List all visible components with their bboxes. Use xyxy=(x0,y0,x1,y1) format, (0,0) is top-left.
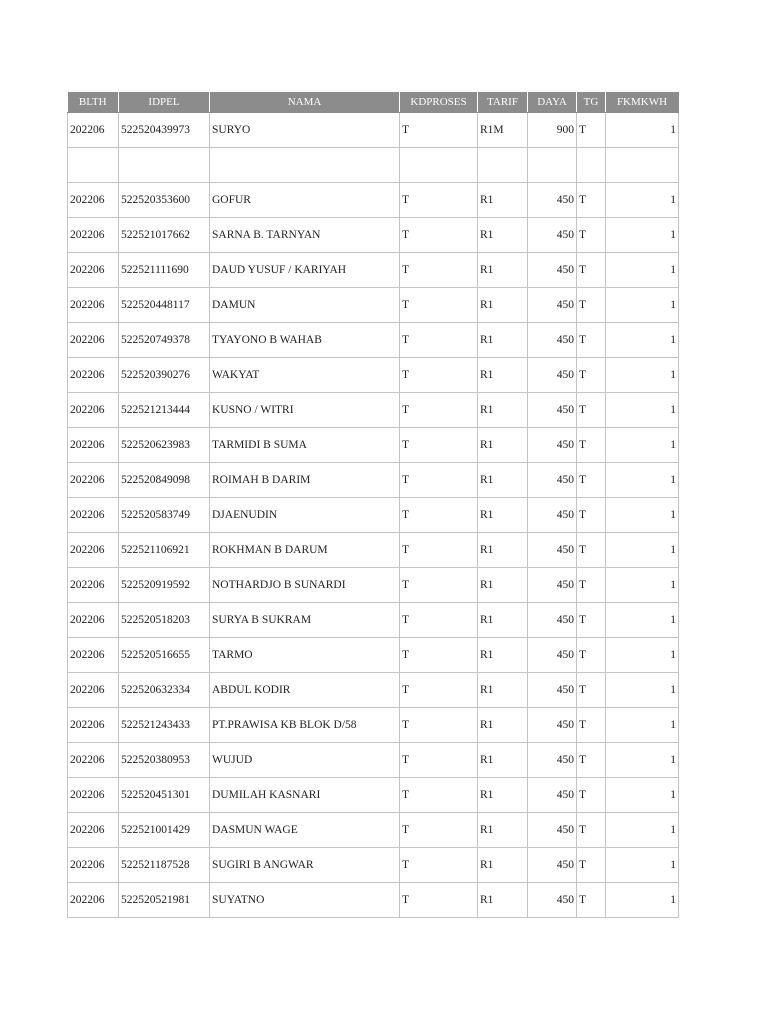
table-row xyxy=(68,393,679,428)
cell-idpel: 522521106921 xyxy=(119,533,210,568)
cell-blth: 202206 xyxy=(68,778,119,813)
cell-kdproses: T xyxy=(400,568,478,603)
cell-idpel: 522521017662 xyxy=(119,218,210,253)
table-row xyxy=(68,288,679,323)
cell-daya: 450 xyxy=(528,603,577,638)
cell-kdproses: T xyxy=(400,638,478,673)
cell-daya: 450 xyxy=(528,743,577,778)
cell-daya: 450 xyxy=(528,463,577,498)
cell-idpel: 522520749378 xyxy=(119,323,210,358)
cell-tg xyxy=(577,148,606,183)
table-row xyxy=(68,813,679,848)
cell-nama: SURYA B SUKRAM xyxy=(210,603,400,638)
cell-tarif: R1 xyxy=(478,813,528,848)
cell-nama: TYAYONO B WAHAB xyxy=(210,323,400,358)
table-row xyxy=(68,533,679,568)
column-header-blth: BLTH xyxy=(68,92,119,113)
table-row xyxy=(68,358,679,393)
cell-idpel: 522520516655 xyxy=(119,638,210,673)
cell-kdproses: T xyxy=(400,708,478,743)
cell-blth: 202206 xyxy=(68,603,119,638)
cell-fkmkwh: 1 xyxy=(606,113,679,148)
cell-daya: 450 xyxy=(528,883,577,918)
cell-daya: 450 xyxy=(528,358,577,393)
cell-nama: SUYATNO xyxy=(210,883,400,918)
cell-tg: T xyxy=(577,708,606,743)
cell-blth: 202206 xyxy=(68,218,119,253)
cell-nama: ROIMAH B DARIM xyxy=(210,463,400,498)
cell-tarif: R1 xyxy=(478,848,528,883)
cell-blth: 202206 xyxy=(68,358,119,393)
cell-tg: T xyxy=(577,603,606,638)
cell-blth: 202206 xyxy=(68,813,119,848)
cell-tg: T xyxy=(577,218,606,253)
cell-tarif: R1 xyxy=(478,218,528,253)
cell-blth: 202206 xyxy=(68,498,119,533)
cell-fkmkwh: 1 xyxy=(606,358,679,393)
cell-tarif: R1 xyxy=(478,743,528,778)
cell-idpel: 522520451301 xyxy=(119,778,210,813)
cell-idpel: 522520380953 xyxy=(119,743,210,778)
cell-kdproses: T xyxy=(400,498,478,533)
cell-nama xyxy=(210,148,400,183)
cell-fkmkwh: 1 xyxy=(606,393,679,428)
column-header-fkmkwh: FKMKWH xyxy=(606,92,679,113)
cell-tarif: R1 xyxy=(478,288,528,323)
cell-kdproses: T xyxy=(400,848,478,883)
cell-fkmkwh: 1 xyxy=(606,743,679,778)
cell-nama: WUJUD xyxy=(210,743,400,778)
cell-nama: SUGIRI B ANGWAR xyxy=(210,848,400,883)
cell-daya: 450 xyxy=(528,218,577,253)
table-row xyxy=(68,183,679,218)
cell-nama: GOFUR xyxy=(210,183,400,218)
cell-kdproses: T xyxy=(400,673,478,708)
table-row xyxy=(68,463,679,498)
table-row xyxy=(68,148,679,183)
customer-table xyxy=(67,92,679,918)
cell-daya: 450 xyxy=(528,183,577,218)
cell-tarif: R1 xyxy=(478,708,528,743)
cell-daya: 450 xyxy=(528,428,577,463)
cell-daya: 450 xyxy=(528,638,577,673)
cell-kdproses: T xyxy=(400,813,478,848)
cell-tg: T xyxy=(577,568,606,603)
cell-tarif: R1 xyxy=(478,183,528,218)
cell-kdproses: T xyxy=(400,253,478,288)
cell-daya: 450 xyxy=(528,323,577,358)
cell-daya: 450 xyxy=(528,288,577,323)
cell-fkmkwh: 1 xyxy=(606,253,679,288)
cell-kdproses: T xyxy=(400,533,478,568)
cell-daya: 450 xyxy=(528,568,577,603)
cell-kdproses: T xyxy=(400,288,478,323)
cell-tarif: R1 xyxy=(478,463,528,498)
column-header-tarif: TARIF xyxy=(478,92,528,113)
cell-daya: 450 xyxy=(528,253,577,288)
cell-kdproses: T xyxy=(400,428,478,463)
cell-kdproses: T xyxy=(400,113,478,148)
cell-blth: 202206 xyxy=(68,568,119,603)
cell-tg: T xyxy=(577,883,606,918)
cell-fkmkwh: 1 xyxy=(606,463,679,498)
cell-nama: DAUD YUSUF / KARIYAH xyxy=(210,253,400,288)
cell-blth: 202206 xyxy=(68,743,119,778)
cell-daya: 450 xyxy=(528,498,577,533)
cell-nama: ABDUL KODIR xyxy=(210,673,400,708)
cell-daya: 450 xyxy=(528,813,577,848)
cell-fkmkwh: 1 xyxy=(606,883,679,918)
cell-fkmkwh: 1 xyxy=(606,638,679,673)
table-row xyxy=(68,218,679,253)
cell-tg: T xyxy=(577,358,606,393)
cell-daya: 450 xyxy=(528,848,577,883)
cell-daya: 450 xyxy=(528,393,577,428)
cell-tg: T xyxy=(577,743,606,778)
cell-kdproses: T xyxy=(400,183,478,218)
cell-daya: 450 xyxy=(528,708,577,743)
table-row xyxy=(68,743,679,778)
cell-kdproses: T xyxy=(400,393,478,428)
cell-blth: 202206 xyxy=(68,708,119,743)
cell-idpel: 522520353600 xyxy=(119,183,210,218)
table-row xyxy=(68,253,679,288)
cell-tg: T xyxy=(577,323,606,358)
cell-blth: 202206 xyxy=(68,393,119,428)
cell-fkmkwh: 1 xyxy=(606,288,679,323)
cell-tarif: R1 xyxy=(478,428,528,463)
cell-daya: 900 xyxy=(528,113,577,148)
cell-tg: T xyxy=(577,253,606,288)
cell-nama: SURYO xyxy=(210,113,400,148)
cell-idpel: 522520521981 xyxy=(119,883,210,918)
cell-nama: SARNA B. TARNYAN xyxy=(210,218,400,253)
cell-kdproses: T xyxy=(400,323,478,358)
cell-kdproses: T xyxy=(400,603,478,638)
cell-tg: T xyxy=(577,463,606,498)
cell-idpel: 522520518203 xyxy=(119,603,210,638)
cell-fkmkwh xyxy=(606,148,679,183)
cell-nama: DASMUN WAGE xyxy=(210,813,400,848)
cell-daya: 450 xyxy=(528,778,577,813)
cell-fkmkwh: 1 xyxy=(606,778,679,813)
cell-blth: 202206 xyxy=(68,288,119,323)
cell-tg: T xyxy=(577,498,606,533)
cell-idpel: 522520439973 xyxy=(119,113,210,148)
cell-tg: T xyxy=(577,813,606,848)
cell-blth: 202206 xyxy=(68,253,119,288)
table-row xyxy=(68,498,679,533)
cell-fkmkwh: 1 xyxy=(606,183,679,218)
cell-tg: T xyxy=(577,673,606,708)
cell-daya: 450 xyxy=(528,533,577,568)
table-row xyxy=(68,568,679,603)
cell-tarif: R1M xyxy=(478,113,528,148)
cell-tg: T xyxy=(577,848,606,883)
table-row xyxy=(68,638,679,673)
cell-nama: TARMIDI B SUMA xyxy=(210,428,400,463)
cell-kdproses: T xyxy=(400,778,478,813)
cell-tg: T xyxy=(577,778,606,813)
cell-tarif: R1 xyxy=(478,253,528,288)
cell-blth xyxy=(68,148,119,183)
cell-idpel: 522521111690 xyxy=(119,253,210,288)
cell-tarif: R1 xyxy=(478,358,528,393)
cell-idpel: 522521213444 xyxy=(119,393,210,428)
table-row xyxy=(68,848,679,883)
cell-kdproses: T xyxy=(400,358,478,393)
cell-blth: 202206 xyxy=(68,848,119,883)
cell-tarif: R1 xyxy=(478,498,528,533)
cell-kdproses: T xyxy=(400,883,478,918)
report-sheet xyxy=(67,92,678,918)
table-row xyxy=(68,708,679,743)
table-row xyxy=(68,603,679,638)
cell-idpel: 522520849098 xyxy=(119,463,210,498)
cell-blth: 202206 xyxy=(68,428,119,463)
cell-fkmkwh: 1 xyxy=(606,603,679,638)
cell-nama: DAMUN xyxy=(210,288,400,323)
cell-blth: 202206 xyxy=(68,323,119,358)
cell-idpel: 522521243433 xyxy=(119,708,210,743)
cell-fkmkwh: 1 xyxy=(606,533,679,568)
cell-fkmkwh: 1 xyxy=(606,848,679,883)
cell-fkmkwh: 1 xyxy=(606,708,679,743)
cell-fkmkwh: 1 xyxy=(606,673,679,708)
cell-blth: 202206 xyxy=(68,883,119,918)
table-row xyxy=(68,323,679,358)
table-row xyxy=(68,883,679,918)
cell-blth: 202206 xyxy=(68,183,119,218)
cell-fkmkwh: 1 xyxy=(606,218,679,253)
column-header-idpel: IDPEL xyxy=(119,92,210,113)
cell-tarif: R1 xyxy=(478,323,528,358)
cell-tg: T xyxy=(577,393,606,428)
table-row xyxy=(68,113,679,148)
cell-idpel: 522520623983 xyxy=(119,428,210,463)
cell-idpel: 522520632334 xyxy=(119,673,210,708)
cell-tarif: R1 xyxy=(478,673,528,708)
column-header-nama: NAMA xyxy=(210,92,400,113)
cell-tarif xyxy=(478,148,528,183)
cell-nama: NOTHARDJO B SUNARDI xyxy=(210,568,400,603)
cell-tarif: R1 xyxy=(478,568,528,603)
cell-kdproses: T xyxy=(400,463,478,498)
column-header-daya: DAYA xyxy=(528,92,577,113)
cell-nama: ROKHMAN B DARUM xyxy=(210,533,400,568)
cell-kdproses: T xyxy=(400,218,478,253)
cell-blth: 202206 xyxy=(68,673,119,708)
cell-tg: T xyxy=(577,183,606,218)
table-row xyxy=(68,428,679,463)
cell-daya xyxy=(528,148,577,183)
cell-fkmkwh: 1 xyxy=(606,323,679,358)
table-row xyxy=(68,673,679,708)
cell-idpel: 522520390276 xyxy=(119,358,210,393)
cell-fkmkwh: 1 xyxy=(606,428,679,463)
cell-blth: 202206 xyxy=(68,113,119,148)
cell-blth: 202206 xyxy=(68,638,119,673)
cell-fkmkwh: 1 xyxy=(606,498,679,533)
cell-tarif: R1 xyxy=(478,533,528,568)
cell-tarif: R1 xyxy=(478,393,528,428)
cell-kdproses: T xyxy=(400,743,478,778)
table-body xyxy=(68,113,679,918)
column-header-kdproses: KDPROSES xyxy=(400,92,478,113)
cell-nama: WAKYAT xyxy=(210,358,400,393)
cell-tg: T xyxy=(577,533,606,568)
cell-blth: 202206 xyxy=(68,533,119,568)
cell-tg: T xyxy=(577,113,606,148)
column-header-tg: TG xyxy=(577,92,606,113)
cell-tarif: R1 xyxy=(478,883,528,918)
cell-tg: T xyxy=(577,288,606,323)
cell-nama: DJAENUDIN xyxy=(210,498,400,533)
cell-nama: KUSNO / WITRI xyxy=(210,393,400,428)
cell-nama: TARMO xyxy=(210,638,400,673)
cell-idpel: 522521187528 xyxy=(119,848,210,883)
table-row xyxy=(68,778,679,813)
cell-tarif: R1 xyxy=(478,603,528,638)
cell-nama: DUMILAH KASNARI xyxy=(210,778,400,813)
cell-idpel: 522520448117 xyxy=(119,288,210,323)
cell-kdproses xyxy=(400,148,478,183)
table-header-row xyxy=(68,92,679,113)
cell-daya: 450 xyxy=(528,673,577,708)
cell-fkmkwh: 1 xyxy=(606,568,679,603)
cell-tg: T xyxy=(577,638,606,673)
cell-tg: T xyxy=(577,428,606,463)
cell-idpel xyxy=(119,148,210,183)
cell-idpel: 522520583749 xyxy=(119,498,210,533)
cell-idpel: 522521001429 xyxy=(119,813,210,848)
cell-tarif: R1 xyxy=(478,638,528,673)
cell-idpel: 522520919592 xyxy=(119,568,210,603)
cell-blth: 202206 xyxy=(68,463,119,498)
cell-nama: PT.PRAWISA KB BLOK D/58 xyxy=(210,708,400,743)
cell-tarif: R1 xyxy=(478,778,528,813)
cell-fkmkwh: 1 xyxy=(606,813,679,848)
